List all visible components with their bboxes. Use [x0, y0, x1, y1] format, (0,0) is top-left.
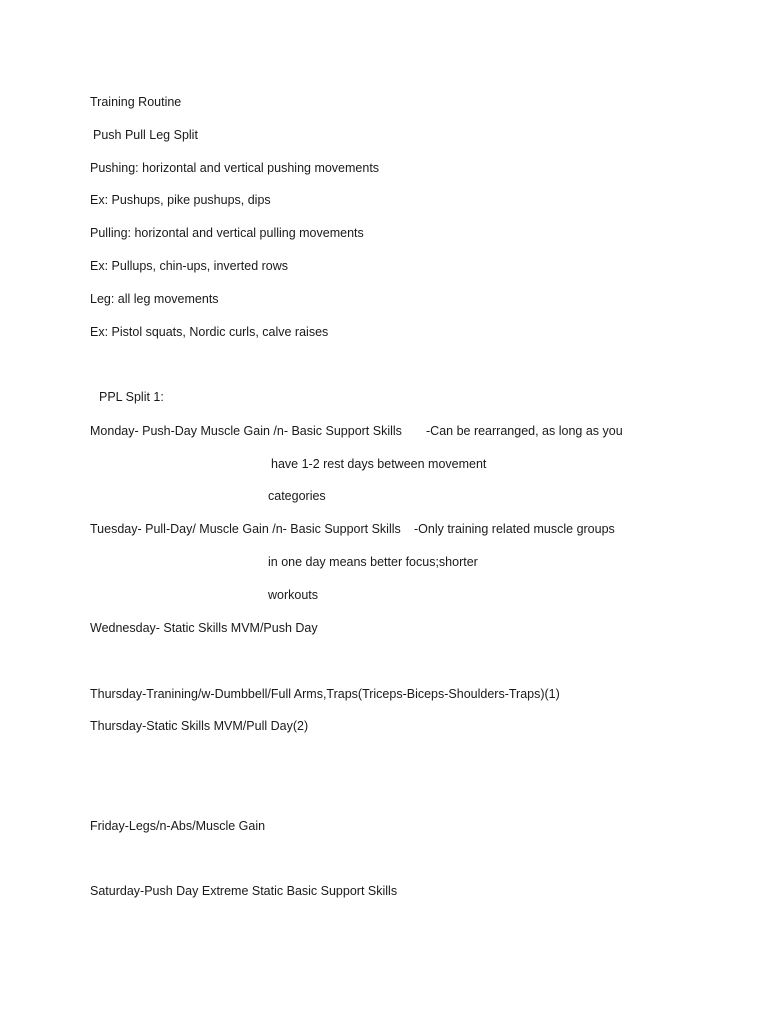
example-leg: Ex: Pistol squats, Nordic curls, calve raises [90, 325, 329, 339]
schedule-saturday: Saturday-Push Day Extreme Static Basic Support Skills [90, 884, 398, 898]
example-pushing: Ex: Pushups, pike pushups, dips [90, 193, 271, 207]
schedule-thursday-1: Thursday-Tranining/w-Dumbbell/Full Arms,Traps(Triceps-Biceps-Shoulders-Traps)(1) [90, 687, 560, 701]
note1-line2: have 1-2 rest days between movement [271, 457, 487, 471]
note1-line1: -Can be rearranged, as long as you [426, 424, 623, 438]
definition-pulling: Pulling: horizontal and vertical pulling movements [90, 226, 364, 240]
schedule-thursday-2: Thursday-Static Skills MVM/Pull Day(2) [90, 719, 309, 733]
schedule-monday: Monday- Push-Day Muscle Gain /n- Basic Support Skills [90, 424, 402, 438]
document-title: Training Routine [90, 95, 182, 109]
schedule-friday: Friday-Legs/n-Abs/Muscle Gain [90, 819, 266, 833]
definition-pushing: Pushing: horizontal and vertical pushing movements [90, 161, 380, 175]
example-pulling: Ex: Pullups, chin-ups, inverted rows [90, 259, 289, 273]
note2-line3: workouts [268, 588, 319, 602]
note2-line1: -Only training related muscle groups [414, 522, 615, 536]
document-subtitle: Push Pull Leg Split [93, 128, 198, 142]
schedule-wednesday: Wednesday- Static Skills MVM/Push Day [90, 621, 318, 635]
schedule-tuesday: Tuesday- Pull-Day/ Muscle Gain /n- Basic Support Skills [90, 522, 401, 536]
definition-leg: Leg: all leg movements [90, 292, 219, 306]
note2-line2: in one day means better focus;shorter [268, 555, 478, 569]
note1-line3: categories [268, 489, 326, 503]
split-heading: PPL Split 1: [99, 390, 164, 404]
